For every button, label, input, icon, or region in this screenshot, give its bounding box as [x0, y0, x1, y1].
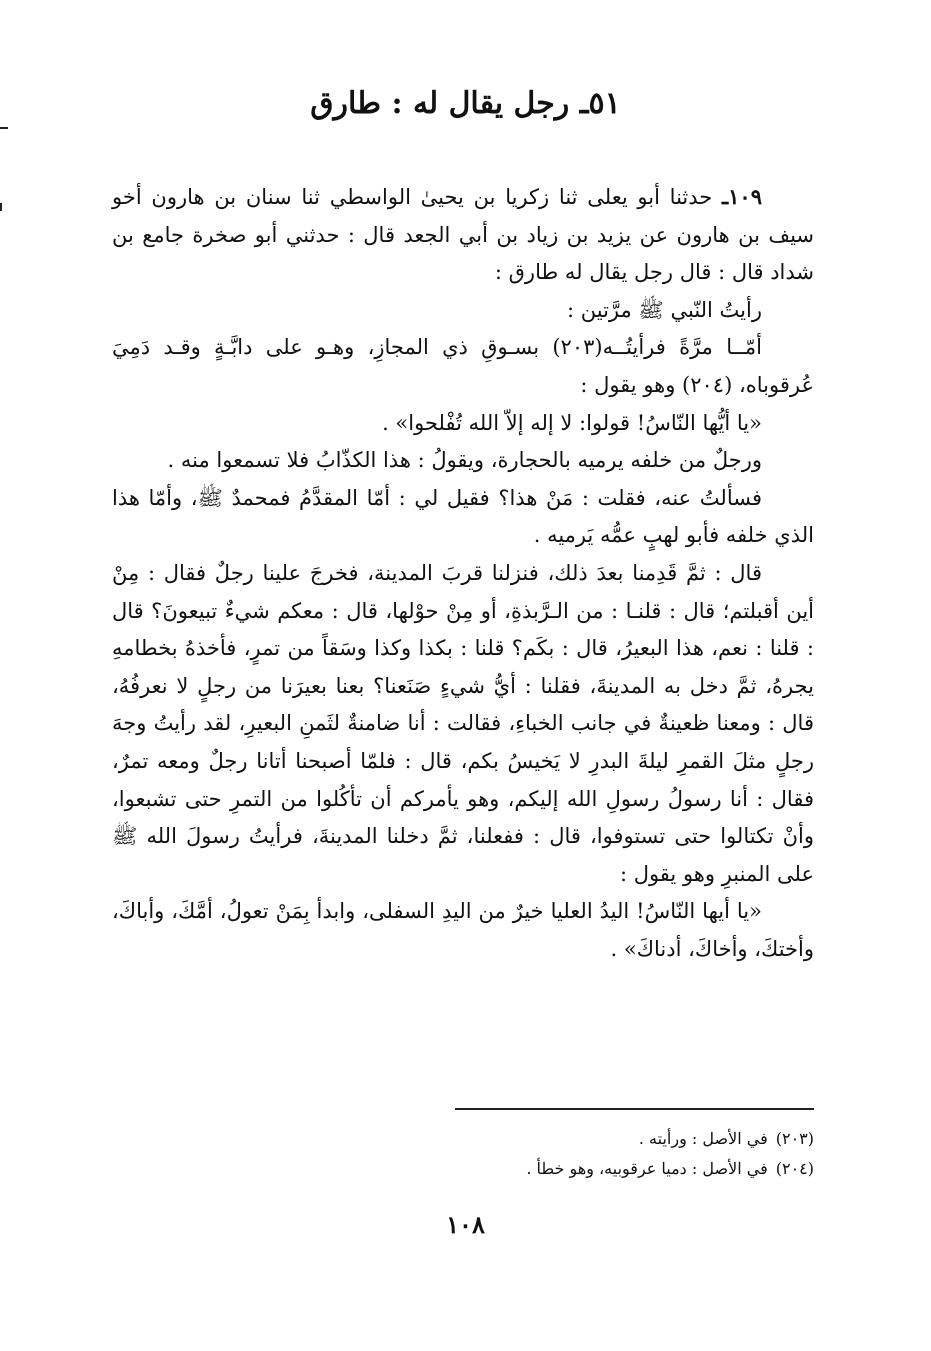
footnote	[455, 1124, 814, 1154]
hadith-number: ١٠٩ـ	[722, 184, 762, 209]
scan-edge-mark	[0, 203, 2, 211]
footnote	[455, 1154, 814, 1184]
scan-edge-mark	[0, 127, 8, 129]
footnotes	[455, 1124, 814, 1184]
footnote-text: في الأصل : ورأيته .	[638, 1129, 768, 1148]
page-number: ١٠٨	[446, 1210, 485, 1239]
paragraph-text: حدثنا أبو يعلى ثنا زكريا بن يحيىٰ الواسطي ثنا سنان بن هارون أخو سيف بن هارون عن يزيد بن زياد بن أبي الجعد قال : حدثني أبو صخرة جامع بن شداد قال : قال رجل يقال له طارق :	[112, 185, 814, 285]
paragraph-isnad	[112, 178, 814, 292]
paragraph: رأيتُ النّبي ﷺ مرَّتين :	[567, 297, 762, 322]
footnote-text: في الأصل : دميا عرقوبيه، وهو خطأ .	[526, 1159, 768, 1178]
page-title: ٥١ـ رجل يقال له : طارق	[310, 86, 621, 121]
footnote-number: (٢٠٤)	[775, 1159, 814, 1178]
main-text	[112, 178, 814, 968]
paragraph: فسألتُ عنه، فقلت : مَنْ هذا؟ فقيل لي : أمّا المقدَّمُ فمحمدٌ ﷺ، وأمّا هذا الذي خلفه فأبو لهبٍ عمُّه يَرميه .	[112, 485, 814, 548]
paragraph-quote: «يا أيُّها النّاسُ! قولوا: لا إله إلاّ الله تُفْلحوا» .	[382, 410, 762, 435]
footnote-separator	[455, 1108, 814, 1110]
footnote-number: (٢٠٣)	[775, 1129, 814, 1148]
paragraph: ورجلٌ من خلفه يرميه بالحجارة، ويقولُ : هذا الكذّابُ فلا تسمعوا منه .	[167, 448, 762, 473]
paragraph: قال : ثمَّ قَدِمنا بعدَ ذلك، فنزلنا قربَ المدينة، فخرجَ علينا رجلٌ فقال : مِنْ أين أقبلتم؛ قال : قلنـا : من الـرَّبذةِ، أو مِنْ حوْلها، قال : معكم شيءٌ تبيعونَ؟ قال : قلنا : نعم، هذا البعيرُ، قال : بكَم؟ قلنا : بكذا وكذا وسَقاً من تمرٍ، فأخذهُ بخطامهِ يجرهُ، ثمَّ دخل به المدينةَ، فقلنا : أيُّ شيءٍ صَنَعنا؟ بعنا بعيرَنا من رجلٍ لا نعرفُهُ، قال : ومعنا ظعينةٌ في جانب الخباءِ، فقالت : أنا ضامنةٌ لثَمنِ البعيرِ، لقد رأيتُ وجهَ رجلٍ مثلَ القمرِ ليلةَ البدرِ لا يَخيسُ بكم، قال : فلمّا أصبحنا أتانا رجلٌ ومعه تمرٌ، فقال : أنا رسولُ رسولِ الله إليكم، وهو يأمركم أن تأكُلوا من التمرِ حتى تشبعوا، وأنْ تكتالوا حتى تستوفوا، قال : ففعلنا، ثمَّ دخلنا المدينةَ، فرأيتُ رسولَ الله ﷺ على المنبرِ وهو يقول :	[112, 560, 814, 886]
paragraph-quote: «يا أيها النّاسُ! اليدُ العليا خيرٌ من اليدِ السفلى، وابدأ بِمَنْ تعولُ، أمَّكَ، وأباكَ، وأختكَ، وأخاكَ، أدناكَ» .	[112, 899, 814, 961]
paragraph: أمّــا مرَّةً فرأيتُــه(٢٠٣) بسـوقِ ذي المجازِ، وهـو على دابَّـةٍ وقـد دَمِيَ عُرقوباه، (٢٠٤) وهو يقول :	[112, 335, 814, 397]
